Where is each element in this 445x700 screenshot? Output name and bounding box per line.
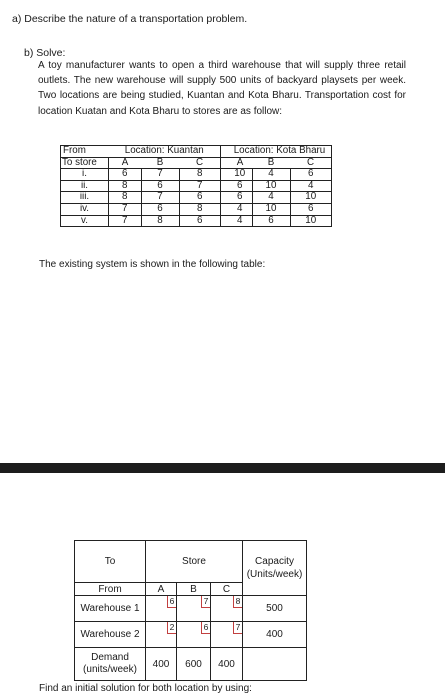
allocation-cell	[211, 596, 243, 622]
cost-value: 7	[233, 622, 242, 634]
allocation-cell	[146, 596, 177, 622]
store-label: Store	[146, 541, 243, 583]
allocation-cell	[177, 622, 211, 648]
find-instruction: Find an initial solution for both location by using:	[39, 683, 252, 694]
col-header: C	[179, 157, 221, 169]
capacity-label: Capacity (Units/week)	[243, 541, 307, 596]
cost-table	[60, 145, 332, 227]
to-label: To	[75, 541, 146, 583]
demand-label: Demand (units/week)	[75, 648, 146, 681]
location-kuantan-header: Location: Kuantan	[109, 146, 221, 158]
demand-value: 400	[146, 648, 177, 681]
cost-value: 2	[167, 622, 176, 634]
store-header: B	[177, 583, 211, 596]
table-row	[75, 622, 307, 648]
cost-value: 7	[201, 596, 210, 608]
col-header: B	[252, 157, 290, 169]
table-row: i. 6 7 8 10 4 6	[61, 169, 332, 181]
col-header: B	[141, 157, 179, 169]
table-row	[75, 648, 307, 681]
store-header: A	[146, 583, 177, 596]
location-kota-bharu-header: Location: Kota Bharu	[228, 146, 332, 158]
table-row: ii. 8 6 7 6 10 4	[61, 180, 332, 192]
table-row: v. 7 8 6 4 6 10	[61, 215, 332, 227]
capacity-value: 500	[243, 596, 307, 622]
table-row: iii. 8 7 6 6 4 10	[61, 192, 332, 204]
allocation-cell	[177, 596, 211, 622]
cost-value: 6	[167, 596, 176, 608]
col-header: A	[228, 157, 252, 169]
empty-cell	[243, 648, 307, 681]
allocation-cell	[146, 622, 177, 648]
to-store-label: To store	[61, 157, 109, 169]
cost-value: 6	[201, 622, 210, 634]
allocation-cell	[211, 622, 243, 648]
warehouse-label: Warehouse 1	[75, 596, 146, 622]
demand-value: 400	[211, 648, 243, 681]
store-header: C	[211, 583, 243, 596]
question-b-heading: b) Solve:	[24, 47, 66, 59]
capacity-value: 400	[243, 622, 307, 648]
col-header: A	[109, 157, 142, 169]
cost-value: 8	[233, 596, 242, 608]
col-header: C	[290, 157, 332, 169]
demand-value: 600	[177, 648, 211, 681]
from-label: From	[61, 146, 109, 158]
question-a: a) Describe the nature of a transportation problem.	[12, 13, 248, 25]
existing-system-table	[74, 540, 307, 681]
problem-statement: A toy manufacturer wants to open a third warehouse that will supply three retail outlets. The new warehouse will supply 500 units of backyard playsets per week. Two locations are being studied, Kuantan and Kota Bharu. Transportation cost for location Kuatan and Kota Bharu to stores are as follow:	[38, 60, 406, 117]
divider-bar	[0, 463, 445, 473]
warehouse-label: Warehouse 2	[75, 622, 146, 648]
table-row: iv. 7 6 8 4 10 6	[61, 203, 332, 215]
existing-system-note: The existing system is shown in the following table:	[39, 259, 266, 270]
table-row	[75, 596, 307, 622]
from-label: From	[75, 583, 146, 596]
